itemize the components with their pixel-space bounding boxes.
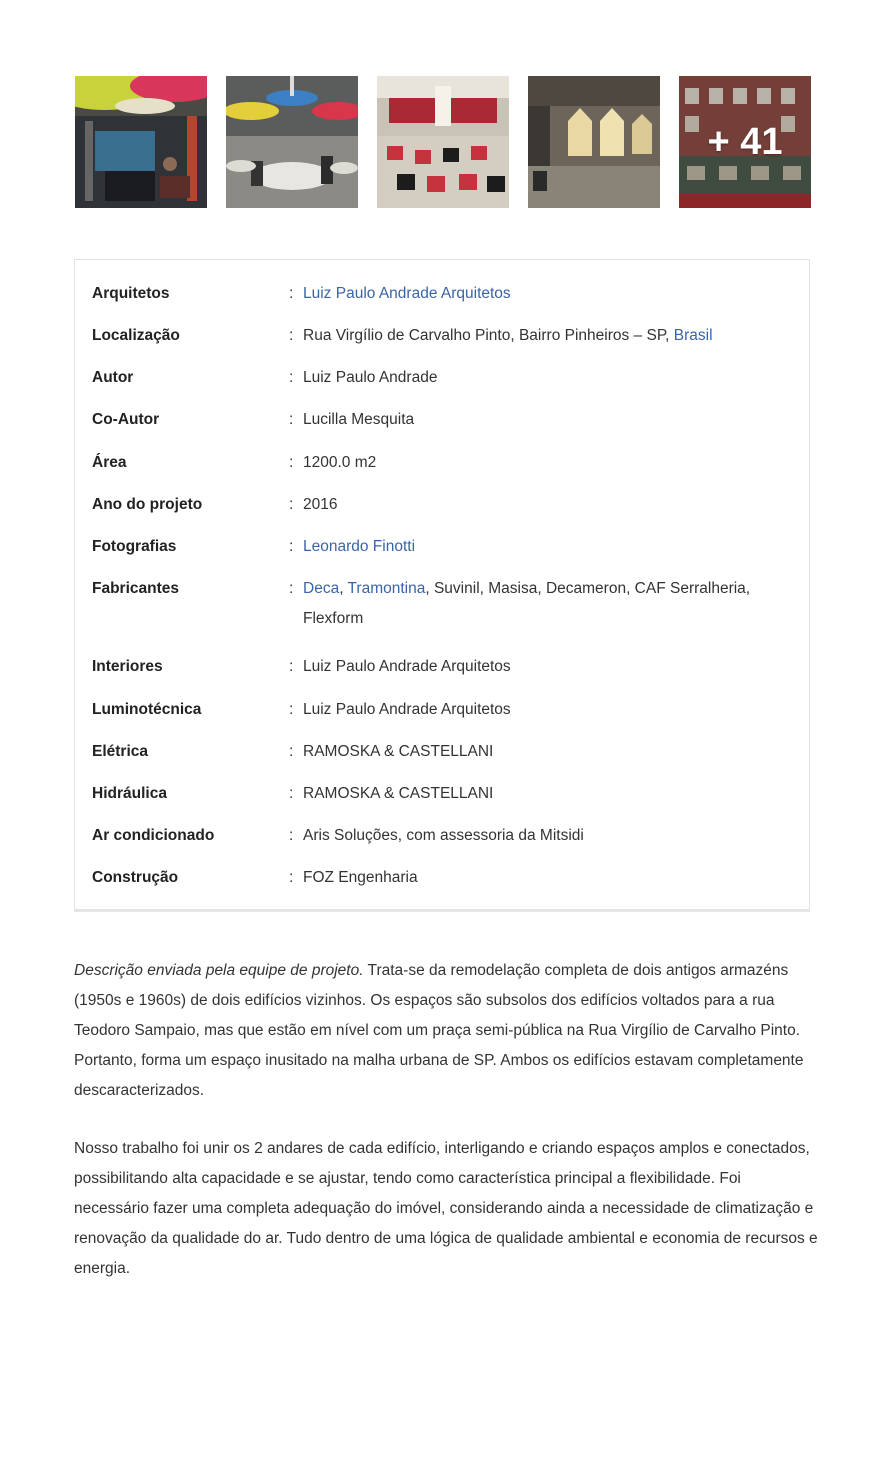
spec-label: Luminotécnica (92, 701, 202, 718)
spec-colon: : (289, 411, 294, 428)
spec-colon: : (289, 827, 294, 844)
spec-label: Autor (92, 369, 134, 386)
manufacturers-text: , Suvinil, Masisa, Decameron, CAF Serralheria, Flexform (303, 580, 751, 627)
country-link[interactable]: Brasil (673, 327, 713, 344)
spec-colon: : (289, 658, 294, 675)
spec-value: Aris Soluções, com assessoria da Mitsidi (303, 827, 584, 844)
spec-label: Elétrica (92, 743, 149, 760)
spec-value: Luiz Paulo Andrade Arquitetos (303, 658, 511, 675)
photo-round-tables-ceiling-lights (226, 76, 358, 208)
spec-value: 2016 (303, 496, 338, 513)
spec-value (303, 279, 783, 309)
description-paragraph-1 (74, 956, 819, 1106)
spec-value (303, 532, 783, 562)
manufacturer-link-deca[interactable]: Deca (303, 580, 340, 597)
spec-label: Construção (92, 869, 179, 886)
spec-value: 1200.0 m2 (303, 454, 377, 471)
spec-label: Ano do projeto (92, 496, 203, 513)
photo-red-chairs-auditorium (377, 76, 509, 208)
photo-lounge-colorful-canopy (75, 76, 207, 208)
spec-colon: : (289, 743, 294, 760)
spec-colon: : (289, 538, 294, 555)
gallery-thumb-1[interactable] (75, 76, 207, 208)
spec-value: Lucilla Mesquita (303, 411, 415, 428)
location-text: Rua Virgílio de Carvalho Pinto, Bairro Pinheiros – SP, (303, 327, 674, 344)
spec-label: Interiores (92, 658, 163, 675)
spec-label: Área (92, 454, 127, 471)
description-paragraph-2: Nosso trabalho foi unir os 2 andares de cada edifício, interligando e criando espaços amplos e conectados, possibilitando alta capacidade e se ajustar, tendo como característica principal a flexibilidade. Foi necessário fazer uma completa adequação do imóvel, considerando ainda a necessidade de climatização e renovação da qualidade do ar. Tudo dentro de uma lógica de qualidade ambiental e economia de recursos e energia. (74, 1140, 818, 1277)
gallery-thumb-3[interactable] (377, 76, 509, 208)
spec-label: Arquitetos (92, 285, 170, 302)
spec-colon: : (289, 327, 294, 344)
separator: , (339, 580, 348, 597)
spec-label: Fotografias (92, 538, 177, 555)
gallery-thumb-4[interactable] (528, 76, 660, 208)
spec-value (303, 321, 783, 351)
spec-colon: : (289, 454, 294, 471)
photographer-link[interactable]: Leonardo Finotti (303, 538, 416, 555)
spec-colon: : (289, 369, 294, 386)
spec-value: Luiz Paulo Andrade Arquitetos (303, 701, 511, 718)
photo-corridor-house-shaped-booths (528, 76, 660, 208)
gallery-thumb-more[interactable] (679, 76, 811, 208)
spec-colon: : (289, 285, 294, 302)
spec-label: Localização (92, 327, 180, 344)
description-intro: Descrição enviada pela equipe de projeto. (74, 962, 364, 979)
more-photos-count: + 41 (679, 76, 811, 208)
manufacturer-link-tramontina[interactable]: Tramontina (347, 580, 426, 597)
spec-value: RAMOSKA & CASTELLANI (303, 743, 494, 760)
spec-value: Luiz Paulo Andrade (303, 369, 438, 386)
spec-label: Co-Autor (92, 411, 160, 428)
architects-link[interactable]: Luiz Paulo Andrade Arquitetos (303, 285, 511, 302)
spec-colon: : (289, 580, 294, 597)
spec-value: FOZ Engenharia (303, 869, 418, 886)
photo-gallery (75, 76, 811, 208)
spec-label: Hidráulica (92, 785, 167, 802)
spec-colon: : (289, 785, 294, 802)
spec-value (303, 574, 783, 634)
spec-colon: : (289, 869, 294, 886)
description-text-1: Trata-se da remodelação completa de dois antigos armazéns (1950s e 1960s) de dois edifícios vizinhos. Os espaços são subsolos dos edifícios voltados para a rua Teodoro Sampaio, mas que estão em nível com um praça semi-pública na Rua Virgílio de Carvalho Pinto. Portanto, forma um espaço inusitado na malha urbana de SP. Ambos os edifícios estavam completamente descaracterizados. (74, 962, 804, 1099)
spec-label: Ar condicionado (92, 827, 215, 844)
spec-colon: : (289, 496, 294, 513)
gallery-thumb-2[interactable] (226, 76, 358, 208)
project-specs-table (74, 259, 810, 910)
spec-value: RAMOSKA & CASTELLANI (303, 785, 494, 802)
spec-colon: : (289, 701, 294, 718)
spec-label: Fabricantes (92, 580, 180, 597)
